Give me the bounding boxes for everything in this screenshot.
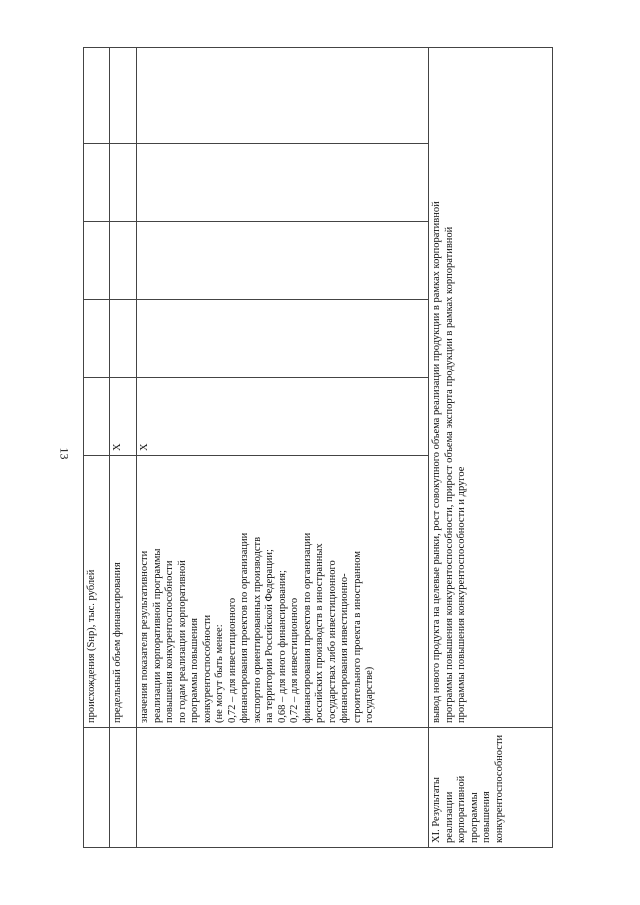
corporate-program-table [83, 48, 553, 848]
empty-cell [137, 144, 429, 222]
empty-cell [84, 222, 110, 300]
x-mark: X [137, 378, 429, 456]
empty-cell [84, 728, 110, 848]
empty-cell [84, 144, 110, 222]
empty-cell [109, 144, 137, 222]
empty-cell [109, 300, 137, 378]
table-row [109, 48, 137, 848]
empty-cell [137, 222, 429, 300]
empty-cell [137, 48, 429, 144]
effectiveness-indicator-text: значения показателя результативности реализации корпоративной программы повышения конкурентоспособности по годам реализации корпоративной программы повышения конкурентоспособности (не могут быть менее: 0,72 – для инвестиционного финансирования проектов по организации экспортно ориентированных производств на территории Российской Федерации; 0,68 – для иного финансирования; 0,72 – для инвестиционного финансирования проектов по организации российских производств в иностранных государствах либо инвестиционного финансирования инвестиционно- строительного проекта в иностранном государстве) [137, 456, 429, 728]
table-row [429, 48, 553, 848]
x-mark: X [109, 378, 137, 456]
empty-cell [137, 728, 429, 848]
empty-cell [137, 300, 429, 378]
section-xi-title: XI. Результаты реализации корпоративной программы повышения конкурентоспособности [429, 728, 553, 848]
table-row [84, 48, 110, 848]
empty-cell [109, 48, 137, 144]
max-financing-label: предельный объем финансирования [109, 456, 137, 728]
financing-origin-label: происхождения (Sнр), тыс. рублей [84, 456, 110, 728]
empty-cell [84, 48, 110, 144]
table-row [137, 48, 429, 848]
page-number: 13 [57, 447, 72, 460]
section-xi-results: вывод нового продукта на целевые рынки, рост совокупного объема реализации продукции в рамках корпоративной программы повышения конкурентоспособности, прирост объема экспорта продукции в рамках корпоративной программы повышения конкурентоспособности и другое [429, 48, 553, 728]
empty-cell [84, 378, 110, 456]
empty-cell [109, 728, 137, 848]
empty-cell [109, 222, 137, 300]
empty-cell [84, 300, 110, 378]
